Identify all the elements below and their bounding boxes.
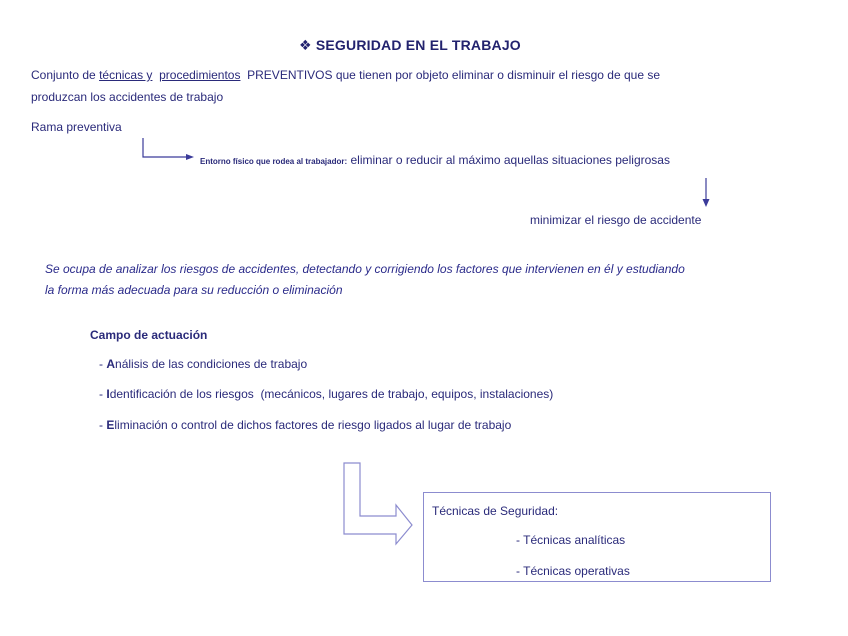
campo-item-initial: A bbox=[106, 357, 116, 371]
diamond-bullet-icon: ❖ bbox=[299, 37, 312, 53]
down-arrow-icon bbox=[703, 178, 710, 207]
campo-item-dash: - bbox=[99, 387, 107, 401]
italic-line-1: Se ocupa de analizar los riesgos de accidentes, detectando y corrigiendo los factores que intervienen en él y estudiando bbox=[45, 262, 685, 276]
campo-item-text: liminación o control de dichos factores de riesgo ligados al lugar de trabajo bbox=[114, 418, 512, 432]
italic-line-2: la forma más adecuada para su reducción o eliminación bbox=[45, 283, 343, 297]
campo-item-text: dentificación de los riesgos (mecánicos, lugares de trabajo, equipos, instalaciones) bbox=[109, 387, 554, 401]
campo-item-dash: - bbox=[99, 418, 107, 432]
definition-prefix: Conjunto de bbox=[31, 68, 100, 82]
tecnicas-item: - Técnicas operativas bbox=[516, 564, 630, 578]
definition-line-2: produzcan los accidentes de trabajo bbox=[31, 90, 224, 104]
rama-preventiva-label: Rama preventiva bbox=[31, 120, 122, 134]
title-text: SEGURIDAD EN EL TRABAJO bbox=[315, 37, 521, 53]
campo-heading: Campo de actuación bbox=[90, 328, 208, 342]
campo-item-dash: - bbox=[99, 357, 107, 371]
underlined-procedimientos: procedimientos bbox=[159, 68, 241, 82]
bent-block-arrow-icon bbox=[344, 463, 412, 544]
minimizar-text: minimizar el riesgo de accidente bbox=[530, 213, 702, 227]
campo-item-initial: E bbox=[106, 418, 115, 432]
tecnicas-heading: Técnicas de Seguridad: bbox=[432, 504, 559, 518]
underlined-tecnicas: técnicas y bbox=[99, 68, 153, 82]
tecnicas-item: - Técnicas analíticas bbox=[516, 533, 626, 547]
rama-elbow-arrow-icon bbox=[143, 138, 194, 160]
entorno-text: eliminar o reducir al máximo aquellas situaciones peligrosas bbox=[347, 153, 670, 167]
entorno-label: Entorno físico que rodea al trabajador: bbox=[200, 157, 348, 166]
definition-suffix: PREVENTIVOS que tienen por objeto eliminar o disminuir el riesgo de que se bbox=[240, 68, 661, 82]
campo-item-text: nálisis de las condiciones de trabajo bbox=[115, 357, 308, 371]
campo-item-initial: I bbox=[106, 387, 110, 401]
